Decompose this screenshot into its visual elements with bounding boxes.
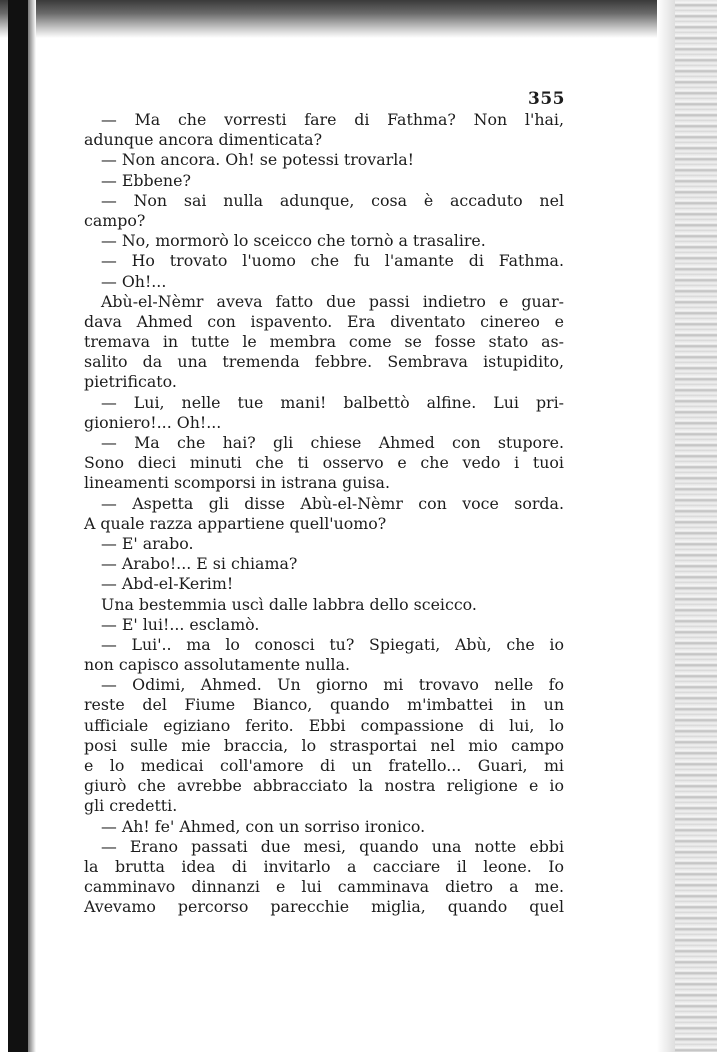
text-line: Sono dieci minuti che ti osservo e che vedo i tuoi xyxy=(84,453,564,473)
text-line: — Ah! fe' Ahmed, con un sorriso ironico. xyxy=(101,816,426,836)
text-line: la brutta idea di invitarlo a cacciare il leone. Io xyxy=(84,856,564,876)
text-line: dava Ahmed con ispavento. Era diventato cinereo e xyxy=(84,311,564,331)
text-line: campo? xyxy=(84,210,146,230)
text-line: — Oh!... xyxy=(101,271,167,291)
text-line: reste del Fiume Bianco, quando m'imbattei in un xyxy=(84,695,564,715)
text-line: — Odimi, Ahmed. Un giorno mi trovavo nelle fo xyxy=(101,675,564,695)
text-line: posi sulle mie braccia, lo strasportai nel mio campo xyxy=(84,735,564,755)
text-line: — Arabo!... E si chiama? xyxy=(101,554,298,574)
scan-top-shadow xyxy=(0,0,717,38)
text-line: camminavo dinnanzi e lui camminava dietro a me. xyxy=(84,877,564,897)
text-line: — E' lui!... esclamò. xyxy=(101,614,260,634)
text-line: — Lui, nelle tue mani! balbettò alfine. Lui pri- xyxy=(101,392,564,412)
text-line: gioniero!... Oh!... xyxy=(84,412,222,432)
text-line: — Ebbene? xyxy=(101,170,191,190)
text-line: lineamenti scomporsi in istrana guisa. xyxy=(84,473,390,493)
book-binding-edge xyxy=(8,0,28,1052)
text-line: — Non ancora. Oh! se potessi trovarla! xyxy=(101,150,415,170)
text-line: tremava in tutte le membra come se fosse stato as- xyxy=(84,332,564,352)
page-edge-fade xyxy=(657,0,675,1052)
text-line: — Abd-el-Kerim! xyxy=(101,574,234,594)
text-line: pietrificato. xyxy=(84,372,177,392)
text-line: e lo medicai coll'amore di un fratello... Guari, mi xyxy=(84,756,564,775)
page-edge-stack xyxy=(675,0,717,1052)
text-line: — Lui'.. ma lo conosci tu? Spiegati, Abù, che io xyxy=(101,634,564,654)
text-line: Abù-el-Nèmr aveva fatto due passi indietro e guar- xyxy=(101,291,564,311)
text-line: — Ma che vorresti fare di Fathma? Non l'hai, xyxy=(101,110,564,129)
page-number: 355 xyxy=(528,89,565,109)
text-line: — Aspetta gli disse Abù-el-Nèmr con voce sorda. xyxy=(101,493,564,513)
binding-shadow xyxy=(28,0,36,1052)
text-line: — Ho trovato l'uomo che fu l'amante di Fathma. xyxy=(101,251,564,271)
text-line: non capisco assolutamente nulla. xyxy=(84,655,351,675)
text-line: adunque ancora dimenticata? xyxy=(84,130,323,150)
text-line: salito da una tremenda febbre. Sembrava istupidito, xyxy=(84,352,564,372)
text-line: A quale razza appartiene quell'uomo? xyxy=(84,513,387,533)
text-line: ufficiale egiziano ferito. Ebbi compassione di lui, lo xyxy=(84,715,564,735)
text-line: gli credetti. xyxy=(84,796,178,816)
text-line: giurò che avrebbe abbracciato la nostra religione e io xyxy=(84,776,564,796)
text-line: — Ma che hai? gli chiese Ahmed con stupore. xyxy=(101,433,564,452)
text-line: Avevamo percorso parecchie miglia, quando quel xyxy=(84,897,564,917)
text-line: — E' arabo. xyxy=(101,533,194,553)
text-line: Una bestemmia uscì dalle labbra dello sceicco. xyxy=(101,594,477,614)
text-line: — No, mormorò lo sceicco che tornò a trasalire. xyxy=(101,231,486,251)
text-line: — Non sai nulla adunque, cosa è accaduto nel xyxy=(101,190,564,210)
page-text xyxy=(84,110,564,918)
text-line: — Erano passati due mesi, quando una notte ebbi xyxy=(101,836,564,856)
